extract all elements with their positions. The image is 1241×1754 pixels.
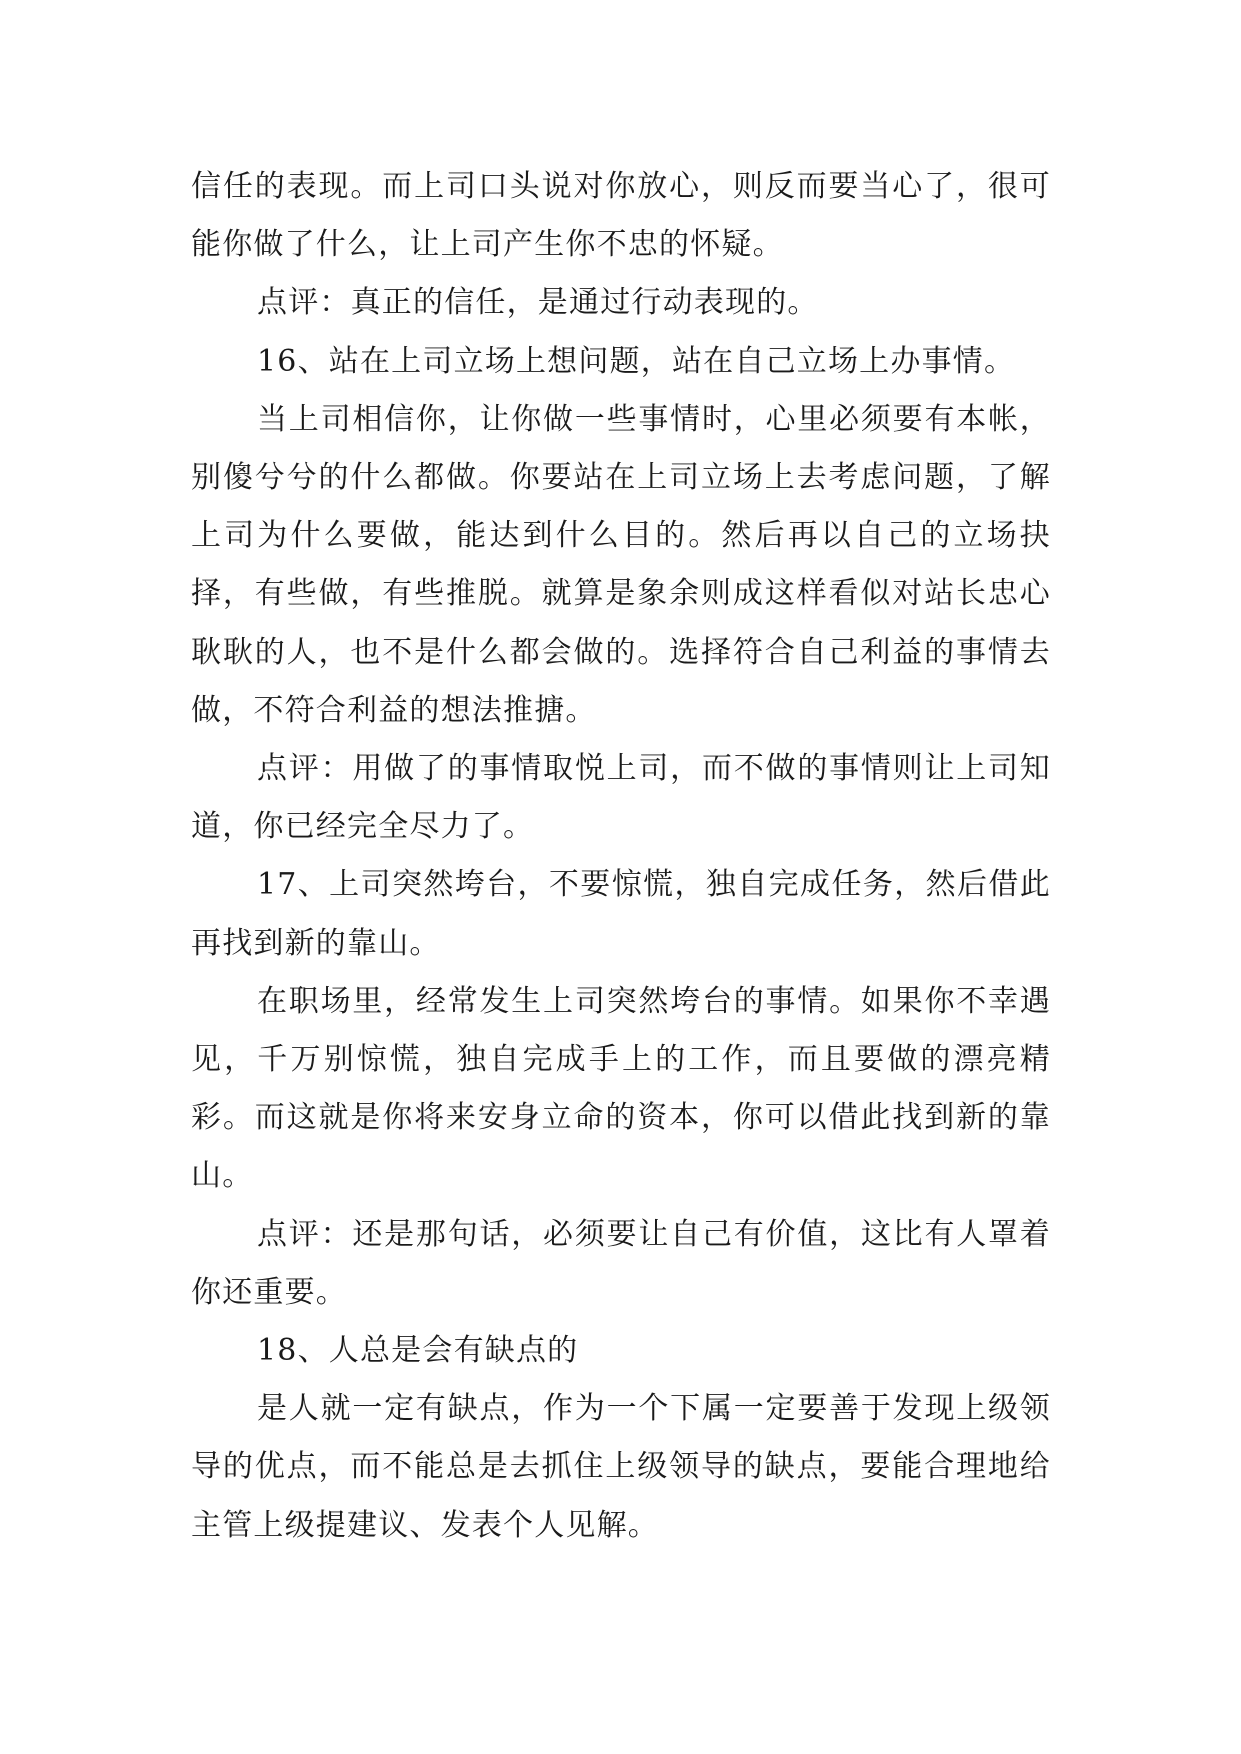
paragraph-body-17: 在职场里，经常发生上司突然垮台的事情。如果你不幸遇见，千万别惊慌，独自完成手上的工作，而且要做的漂亮精彩。而这就是你将来安身立命的资本，你可以借此找到新的靠山。 [191, 983, 1051, 1194]
paragraph-heading-17: 17、上司突然垮台，不要惊慌，独自完成任务，然后借此再找到新的靠山。 [191, 867, 1051, 961]
document-body [191, 158, 1051, 1555]
paragraph-body-16: 当上司相信你，让你做一些事情时，心里必须要有本帐，别傻兮兮的什么都做。你要站在上司立场上去考虑问题，了解上司为什么要做，能达到什么目的。然后再以自己的立场抉择，有些做，有些推脱。就算是象余则成这样看似对站长忠心耿耿的人，也不是什么都会做的。选择符合自己利益的事情去做，不符合利益的想法推搪。 [191, 401, 1051, 728]
paragraph-body-18: 是人就一定有缺点，作为一个下属一定要善于发现上级领导的优点，而不能总是去抓住上级领导的缺点，要能合理地给主管上级提建议、发表个人见解。 [191, 1391, 1051, 1543]
paragraph-heading-16: 16、站在上司立场上想问题，站在自己立场上办事情。 [257, 343, 1016, 379]
paragraph-continuation: 信任的表现。而上司口头说对你放心，则反而要当心了，很可能你做了什么，让上司产生你不忠的怀疑。 [191, 169, 1051, 263]
paragraph-comment-15: 点评：真正的信任，是通过行动表现的。 [257, 285, 819, 321]
paragraph-comment-16: 点评：用做了的事情取悦上司，而不做的事情则让上司知道，你已经完全尽力了。 [191, 751, 1051, 845]
paragraph-comment-17: 点评：还是那句话，必须要让自己有价值，这比有人罩着你还重要。 [191, 1216, 1051, 1310]
paragraph-heading-18: 18、人总是会有缺点的 [257, 1333, 579, 1369]
